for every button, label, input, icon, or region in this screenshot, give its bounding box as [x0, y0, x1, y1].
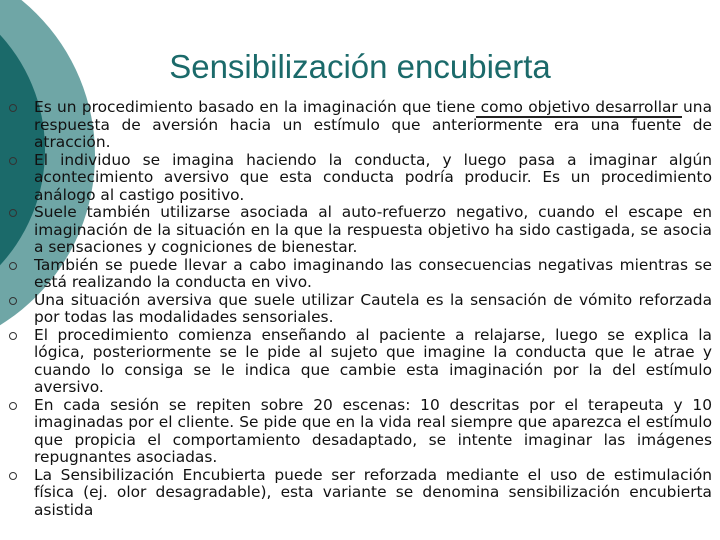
bullet-icon: [9, 297, 17, 305]
bullet-text: La Sensibilización Encubierta puede ser reforzada mediante el uso de estimulación física (ej. olor desagradable), esta variante se denomina sensibilización encubierta asistida: [34, 465, 712, 519]
bullet-text: El individuo se imagina haciendo la conducta, y luego pasa a imaginar algún acontecimiento aversivo que esta conducta podría producir. Es un procedimiento análogo al castigo positivo.: [34, 150, 712, 204]
bullet-text: Es un procedimiento basado en la imaginación que tiene como objetivo desarrollar una respuesta de aversión hacia un estímulo que anteriormente era una fuente de atracción.: [34, 98, 712, 151]
bullet-icon: [9, 402, 17, 410]
list-item: [0, 99, 720, 152]
bullet-icon: [9, 104, 17, 112]
list-item: [0, 152, 720, 205]
bullet-text: El procedimiento comienza enseñando al paciente a relajarse, luego se explica la lógica, posteriormente se le pide al sujeto que imagine la conducta que le atrae y cuando lo consiga se le indica que cambie esta imaginación por la del estímulo aversivo.: [34, 325, 712, 396]
list-item: [0, 327, 720, 397]
bullet-text: También se puede llevar a cabo imaginando las consecuencias negativas mientras se está realizando la conducta en vivo.: [34, 255, 712, 291]
bullet-text: En cada sesión se repiten sobre 20 escenas: 10 descritas por el terapeuta y 10 imaginadas por el cliente. Se pide que en la vida real siempre que aparezca el estímulo que propicia el comportamiento desadaptado, se intente imaginar las imágenes repugnantes asociadas.: [34, 395, 712, 466]
slide-title: Sensibilización encubierta: [169, 48, 551, 85]
bullet-icon: [9, 209, 17, 217]
list-item: [0, 397, 720, 467]
bullet-icon: [9, 262, 17, 270]
list-item: [0, 257, 720, 292]
bullet-text: Suele también utilizarse asociada al auto-refuerzo negativo, cuando el escape en imaginación de la situación en la que la respuesta objetivo ha sido castigada, se asocia a sensaciones y cogniciones de bienestar.: [34, 203, 712, 256]
bullet-list: [0, 99, 720, 519]
bullet-text: Una situación aversiva que suele utilizar Cautela es la sensación de vómito reforzada por todas las modalidades sensoriales.: [34, 290, 712, 326]
list-item: [0, 204, 720, 257]
list-item: [0, 467, 720, 520]
bullet-icon: [9, 157, 17, 165]
list-item: [0, 292, 720, 327]
bullet-icon: [9, 332, 17, 340]
bullet-icon: [9, 472, 17, 480]
